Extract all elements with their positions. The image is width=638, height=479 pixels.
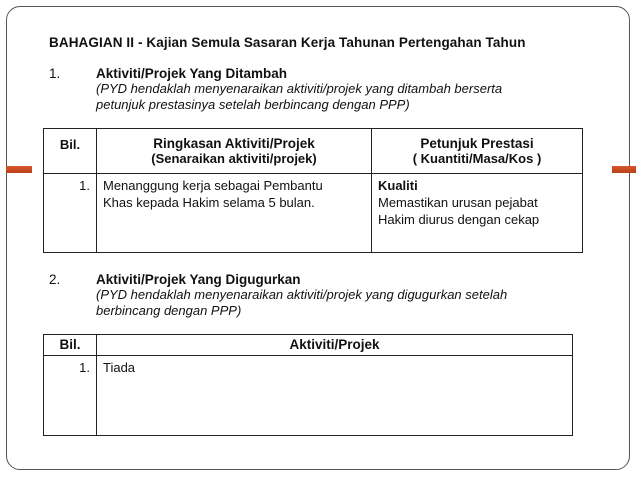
table-row xyxy=(44,174,583,253)
row-indicator-label: Kualiti xyxy=(378,178,418,193)
section2-number: 2. xyxy=(49,272,61,287)
table-row xyxy=(44,356,573,436)
section1-number: 1. xyxy=(49,66,61,81)
section2-note-line1: (PYD hendaklah menyenaraikan aktiviti/projek yang digugurkan setelah xyxy=(96,287,508,302)
col-indicator-header: Petunjuk Prestasi ( Kuantiti/Masa/Kos ) xyxy=(372,129,583,174)
row-activity: Tiada xyxy=(97,356,573,436)
section2-note-line2: berbincang dengan PPP) xyxy=(96,303,242,318)
section-heading: BAHAGIAN II - Kajian Semula Sasaran Kerja Tahunan Pertengahan Tahun xyxy=(49,35,526,50)
section1-note-line2: petunjuk prestasinya setelah berbincang dengan PPP) xyxy=(96,97,410,112)
row-indicator xyxy=(372,174,583,253)
section2-note xyxy=(96,287,602,319)
row-summary-line2: Khas kepada Hakim selama 5 bulan. xyxy=(103,195,315,210)
row-indicator-line1: Memastikan urusan pejabat xyxy=(378,195,538,210)
added-activities-table xyxy=(43,128,583,253)
row-summary-line1: Menanggung kerja sebagai Pembantu xyxy=(103,178,323,193)
col-bil-header: Bil. xyxy=(44,335,97,356)
row-summary xyxy=(97,174,372,253)
right-accent-bar xyxy=(612,166,636,173)
row-indicator-line2: Hakim diurus dengan cekap xyxy=(378,212,540,227)
section1-note-line1: (PYD hendaklah menyenaraikan aktiviti/projek yang ditambah berserta xyxy=(96,81,503,96)
dropped-activities-table xyxy=(43,334,573,436)
row-bil: 1. xyxy=(44,174,97,253)
section1-note xyxy=(96,81,602,113)
col-bil-header: Bil. xyxy=(44,129,97,174)
section1-title: Aktiviti/Projek Yang Ditambah xyxy=(96,66,288,81)
col-activity-header: Aktiviti/Projek xyxy=(97,335,573,356)
left-accent-bar xyxy=(6,166,32,173)
section2-title: Aktiviti/Projek Yang Digugurkan xyxy=(96,272,301,287)
row-bil: 1. xyxy=(44,356,97,436)
col-summary-header: Ringkasan Aktiviti/Projek (Senaraikan aktiviti/projek) xyxy=(97,129,372,174)
